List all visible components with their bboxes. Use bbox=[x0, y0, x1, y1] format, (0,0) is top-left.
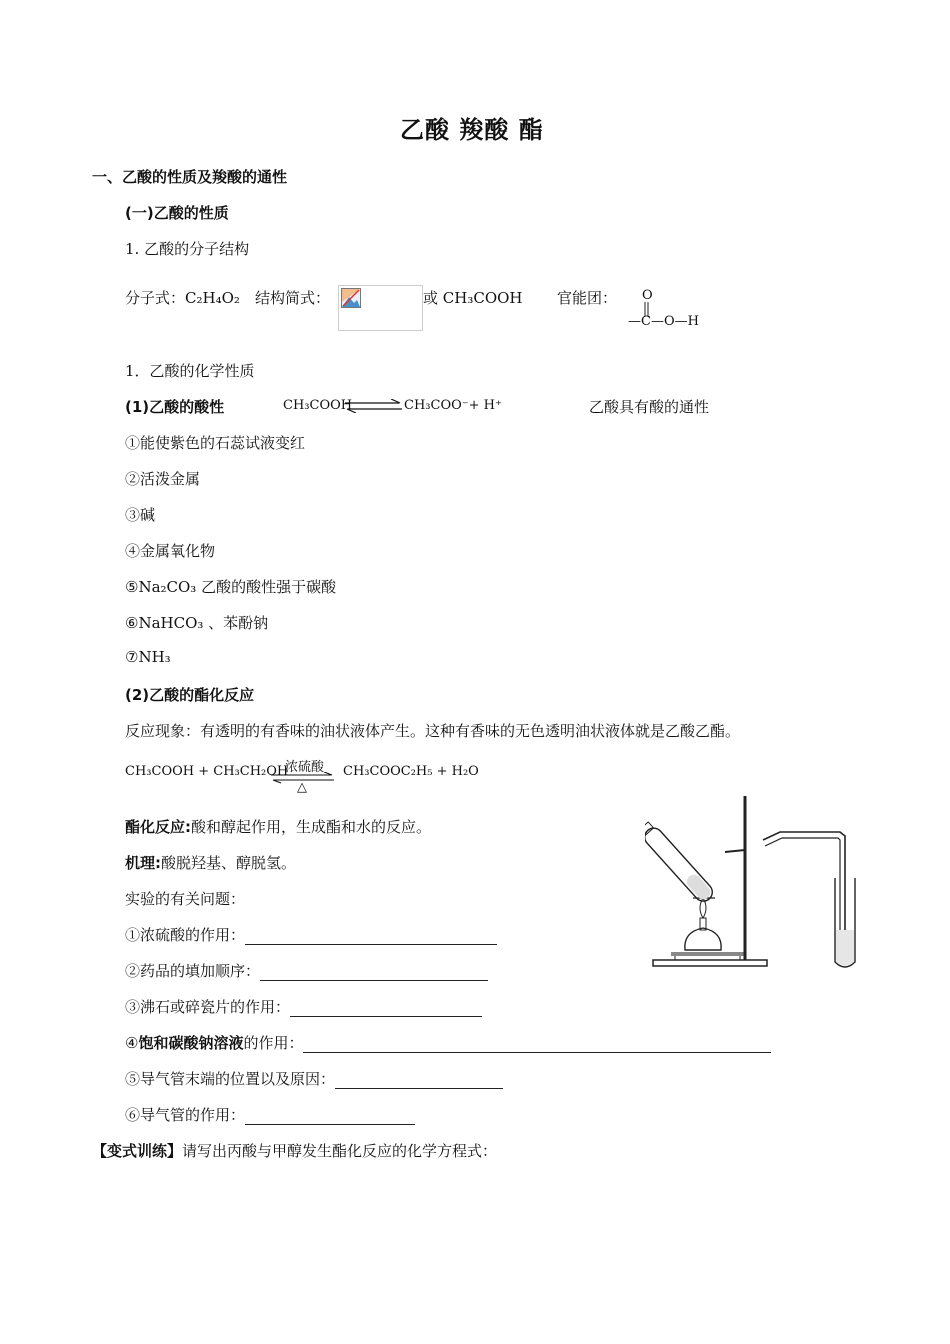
structural-formula-label: 结构简式： bbox=[255, 289, 331, 307]
acid-item: ②活泼金属 bbox=[125, 470, 201, 488]
esterification-definition bbox=[125, 816, 431, 837]
acid-item: ①能使紫色的石蕊试液变红 bbox=[125, 434, 306, 452]
question-label: ④饱和碳酸钠溶液的作用： bbox=[125, 1034, 304, 1052]
section-heading: 一、乙酸的性质及羧酸的通性 bbox=[92, 168, 288, 186]
question-label: ⑤导气管末端的位置以及原因： bbox=[125, 1070, 336, 1088]
answer-blank[interactable] bbox=[335, 1074, 503, 1089]
question-row bbox=[125, 924, 497, 945]
mechanism-text: 酸脱羟基、醇脱氢。 bbox=[161, 854, 297, 872]
answer-blank[interactable] bbox=[260, 966, 488, 981]
carboxyl-chain: —C—O—H bbox=[628, 314, 699, 329]
q4-emphasis: 饱和碳酸钠溶液 bbox=[138, 1034, 244, 1052]
question-row bbox=[125, 1104, 415, 1125]
acidity-heading: (1)乙酸的酸性 bbox=[125, 398, 225, 416]
answer-blank[interactable] bbox=[290, 1002, 482, 1017]
question-row bbox=[125, 960, 488, 981]
broken-image-icon bbox=[341, 288, 361, 308]
ester-eq-right: CH₃COOC₂H₅ + H₂O bbox=[343, 764, 479, 779]
acid-note: 乙酸具有酸的通性 bbox=[589, 398, 710, 416]
question-label: ①浓硫酸的作用： bbox=[125, 926, 246, 944]
experiment-intro: 实验的有关问题： bbox=[125, 890, 246, 908]
practice-prompt bbox=[92, 1140, 497, 1161]
acid-item: ⑦NH₃ bbox=[125, 648, 171, 666]
answer-blank[interactable] bbox=[245, 1110, 415, 1125]
esterification-heading: (2)乙酸的酯化反应 bbox=[125, 686, 255, 704]
question-row bbox=[125, 1068, 503, 1089]
question-label: ②药品的填加顺序： bbox=[125, 962, 261, 980]
acid-eq-right: CH₃COO⁻+ H⁺ bbox=[404, 398, 502, 413]
answer-blank[interactable] bbox=[245, 930, 497, 945]
acid-item: ⑥NaHCO₃ 、苯酚钠 bbox=[125, 614, 269, 632]
condition-catalyst: 浓硫酸 bbox=[285, 760, 325, 775]
acid-item: ④金属氧化物 bbox=[125, 542, 216, 560]
question-label: ③沸石或碎瓷片的作用： bbox=[125, 998, 291, 1016]
item-chem-heading: 1．乙酸的化学性质 bbox=[125, 362, 255, 380]
structure-image-placeholder bbox=[338, 285, 423, 331]
mechanism-label: 机理: bbox=[125, 854, 161, 872]
answer-blank[interactable] bbox=[303, 1038, 771, 1053]
acid-item: ⑤Na₂CO₃ 乙酸的酸性强于碳酸 bbox=[125, 578, 337, 596]
subsection-heading: (一)乙酸的性质 bbox=[125, 204, 229, 222]
page-title: 乙酸 羧酸 酯 bbox=[400, 116, 544, 144]
carbonyl-oxygen: O bbox=[642, 288, 653, 303]
acid-eq-left: CH₃COOH bbox=[283, 398, 353, 413]
practice-text: 请写出丙酸与甲醇发生酯化反应的化学方程式： bbox=[182, 1142, 498, 1160]
item-structure-heading: 1. 乙酸的分子结构 bbox=[125, 240, 250, 258]
condition-heat: △ bbox=[297, 780, 307, 795]
definition-label: 酯化反应: bbox=[125, 818, 191, 836]
acid-item: ③碱 bbox=[125, 506, 156, 524]
functional-group-label: 官能团： bbox=[557, 289, 618, 307]
equilibrium-arrow-icon bbox=[345, 399, 403, 413]
esterification-apparatus-diagram bbox=[645, 790, 875, 975]
ester-eq-left: CH₃COOH + CH₃CH₂OH bbox=[125, 764, 289, 779]
mechanism bbox=[125, 852, 296, 873]
definition-text: 酸和醇起作用，生成酯和水的反应。 bbox=[191, 818, 432, 836]
question-row bbox=[125, 1032, 771, 1053]
question-row bbox=[125, 996, 482, 1017]
condensed-formula: 或 CH₃COOH bbox=[423, 289, 523, 307]
practice-label: 【变式训练】 bbox=[92, 1142, 183, 1160]
molecular-formula: 分子式：C₂H₄O₂ bbox=[125, 289, 240, 307]
reaction-phenomenon: 反应现象：有透明的有香味的油状液体产生。这种有香味的无色透明油状液体就是乙酸乙酯。 bbox=[125, 722, 741, 740]
question-label: ⑥导气管的作用： bbox=[125, 1106, 246, 1124]
